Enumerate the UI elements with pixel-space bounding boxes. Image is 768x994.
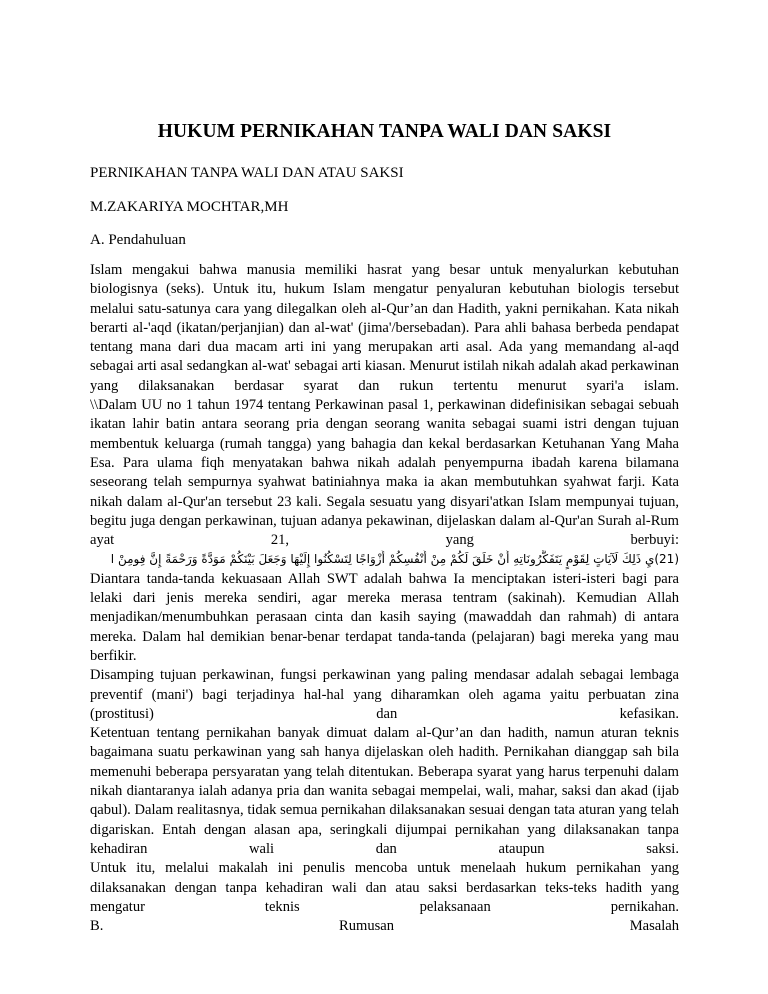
document-body xyxy=(90,261,679,936)
section-heading-pendahuluan: A. Pendahuluan xyxy=(90,232,186,248)
author-name: M.ZAKARIYA MOCHTAR,MH xyxy=(90,199,289,215)
paragraph: Ketentuan tentang pernikahan banyak dimuat dalam al-Qur’an dan hadith, namun aturan teknis bagaimana suatu perkawinan yang sah hanya dijelaskan oleh hadith. Pernikahan dianggap sah bila memenuhi beberapa persyaratan yang telah ditentukan. Beberapa syarat yang harus terpenuhi dalam nikah diantaranya ialah adanya pria dan wanita sebagai mempelai, wali, mahar, saksi dan akad (ijab qabul). Dalam realitasnya, tidak semua pernikahan dilaksanakan sesuai dengan tata aturan yang telah digariskan. Entah dengan alasan apa, seringkali dijumpai pernikahan yang dilaksanakan tanpa kehadiran wali dan ataupun saksi. xyxy=(90,725,679,857)
paragraph: Untuk itu, melalui makalah ini penulis mencoba untuk menelaah hukum pernikahan yang dilaksanakan dengan tanpa kehadiran wali dan atau saksi berdasarkan teks-teks hadith yang mengatur teknis pelaksanaan pernikahan. xyxy=(90,860,679,915)
paragraph: \\Dalam UU no 1 tahun 1974 tentang Perkawinan pasal 1, perkawinan didefinisikan sebagai sebuah ikatan lahir batin antara seorang pria dengan seorang wanita sebagai suami istri dengan tujuan membentuk keluarga (rumah tangga) yang bahagia dan kekal berdasarkan Ketuhanan Yang Maha Esa. Para ulama fiqh menyatakan bahwa nikah adalah penyempurna ibadah karena bilamana seseorang telah sempurnya syahwat batiniahnya maka ia akan membutuhkan syahwat farji. Kata nikah dalam al-Qur'an tersebut 23 kali. Segala sesuatu yang disyari'atkan Islam mempunyai tujuan, begitu juga dengan perkawinan, tujuan adanya pekawinan, dijelaskan dalam al-Qur'an Surah al-Rum ayat 21, yang berbuyi: xyxy=(90,397,679,549)
paragraph: Islam mengakui bahwa manusia memiliki hasrat yang besar untuk menyalurkan kebutuhan biologisnya (seks). Untuk itu, hukum Islam mengatur penyaluran kebutuhan biologis tersebut melalui satu-satunya cara yang dilegalkan oleh al-Qur’an dan Hadith, yakni pernikahan. Kata nikah berarti al-'aqd (ikatan/perjanjian) dan al-wat' (jima'/bersebadan). Para ahli bahasa berbeda pendapat tentang mana dari dua macam arti ini yang merupakan arti asal. Ada yang memandang al-aqd sebagai arti asal sedangkan al-wat' sebagai arti kiasan. Menurut istilah nikah adalah akad perkawinan yang dilaksanakan berdasar syarat dan rukun tertentu menurut syari'a islam. xyxy=(90,262,679,394)
arabic-verse: (21)يِ ذَلِكَ لَآيَاتٍ لِقَوْمٍ يَتَفَكَّرُونَاتِهِ أَنْ خَلَقَ لَكُمْ مِنْ أَنْفُسِكُمْ أَزْوَاجًا لِتَسْكُنُوا إِلَيْهَا وَجَعَلَ بَيْنَكُمْ مَوَدَّةً وَرَحْمَةً إِنَّ فِومِنْ ا xyxy=(110,552,679,567)
document-subtitle: PERNIKAHAN TANPA WALI DAN ATAU SAKSI xyxy=(90,165,404,181)
section-heading-rumusan-masalah: B. Rumusan Masalah xyxy=(90,918,679,935)
document-title: HUKUM PERNIKAHAN TANPA WALI DAN SAKSI xyxy=(157,121,612,142)
paragraph: Disamping tujuan perkawinan, fungsi perkawinan yang paling mendasar adalah sebagai lembaga preventif (mani') bagi terjadinya hal-hal yang diharamkan oleh agama yaitu perbuatan zina (prostitusi) dan kefasikan. xyxy=(90,667,679,722)
paragraph: Diantara tanda-tanda kekuasaan Allah SWT adalah bahwa Ia menciptakan isteri-isteri bagi para lelaki dari jenis mereka sendiri, agar mereka merasa tentram (sakinah). Kemudian Allah menjadikan/menumbuhkan perasaan cinta dan kasih saying (mawaddah dan rahmah) di antara mereka. Dalam hal demikian benar-benar terdapat tanda-tanda (pelajaran) bagi mereka yang mau berfikir. xyxy=(90,570,679,664)
